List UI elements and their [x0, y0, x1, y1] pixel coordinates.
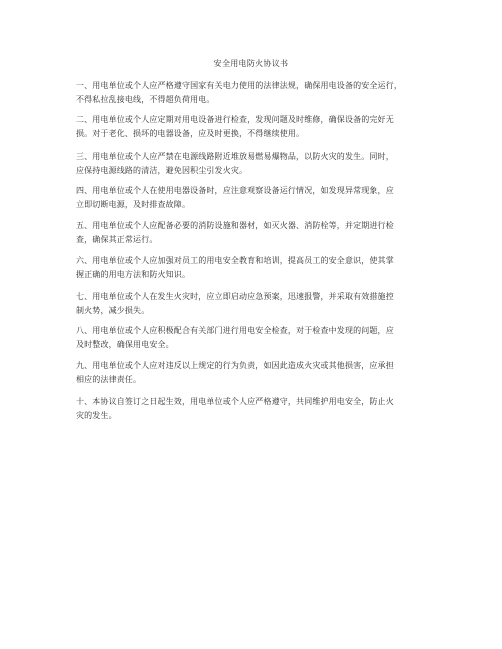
clause-line: 四、用电单位或个人在使用电器设备时，应注意观察设备运行情况，如发现异常现象，应: [76, 186, 394, 195]
clause-2: [76, 113, 436, 141]
clause-line: 二、用电单位或个人应定期对用电设备进行检查，发现问题及时维修，确保设备的完好无: [76, 115, 394, 124]
document-title: 安全用电防火协议书: [213, 59, 289, 68]
clause-10: [76, 395, 436, 423]
clause-5: [76, 219, 436, 247]
clause-line: 握正确的用电方法和防火知识。: [76, 270, 191, 279]
clause-1: [76, 79, 436, 107]
clause-line: 不得私拉乱接电线，不得超负荷用电。: [76, 95, 215, 104]
clause-line: 立即切断电源，及时排查故障。: [76, 200, 191, 209]
clause-9: [76, 359, 436, 387]
clause-8: [76, 324, 436, 352]
clause-line: 损。对于老化、损坏的电器设备，应及时更换，不得继续使用。: [76, 129, 305, 138]
clause-line: 九、用电单位或个人应对违反以上规定的行为负责，如因此造成火灾或其他损害，应承担: [76, 361, 394, 370]
clause-4: [76, 184, 436, 212]
clause-line: 十、本协议自签订之日起生效，用电单位或个人应严格遵守，共同维护用电安全，防止火: [76, 397, 394, 406]
clause-line: 相应的法律责任。: [76, 375, 142, 384]
clause-line: 七、用电单位或个人在发生火灾时，应立即启动应急预案，迅速报警，并采取有效措施控: [76, 292, 394, 301]
clause-line: 查，确保其正常运行。: [76, 235, 158, 244]
clause-line: 八、用电单位或个人应积极配合有关部门进行用电安全检查，对于检查中发现的问题，应: [76, 326, 394, 335]
clause-3: [76, 150, 436, 178]
clause-line: 制火势，减少损失。: [76, 306, 150, 315]
clause-line: 六、用电单位或个人应加强对员工的用电安全教育和培训，提高员工的安全意识，使其掌: [76, 256, 394, 265]
clause-6: [76, 254, 436, 282]
clause-line: 应保持电源线路的清洁，避免因积尘引发火灾。: [76, 166, 248, 175]
clause-line: 灾的发生。: [76, 411, 117, 420]
clause-line: 三、用电单位或个人应严禁在电源线路附近堆放易燃易爆物品，以防火灾的发生。同时，: [76, 152, 394, 161]
clause-line: 及时整改，确保用电安全。: [76, 340, 174, 349]
clause-line: 一、用电单位或个人应严格遵守国家有关电力使用的法律法规，确保用电设备的安全运行，: [76, 81, 402, 90]
clause-7: [76, 290, 436, 318]
clause-line: 五、用电单位或个人应配备必要的消防设施和器材，如灭火器、消防栓等，并定期进行检: [76, 221, 394, 230]
